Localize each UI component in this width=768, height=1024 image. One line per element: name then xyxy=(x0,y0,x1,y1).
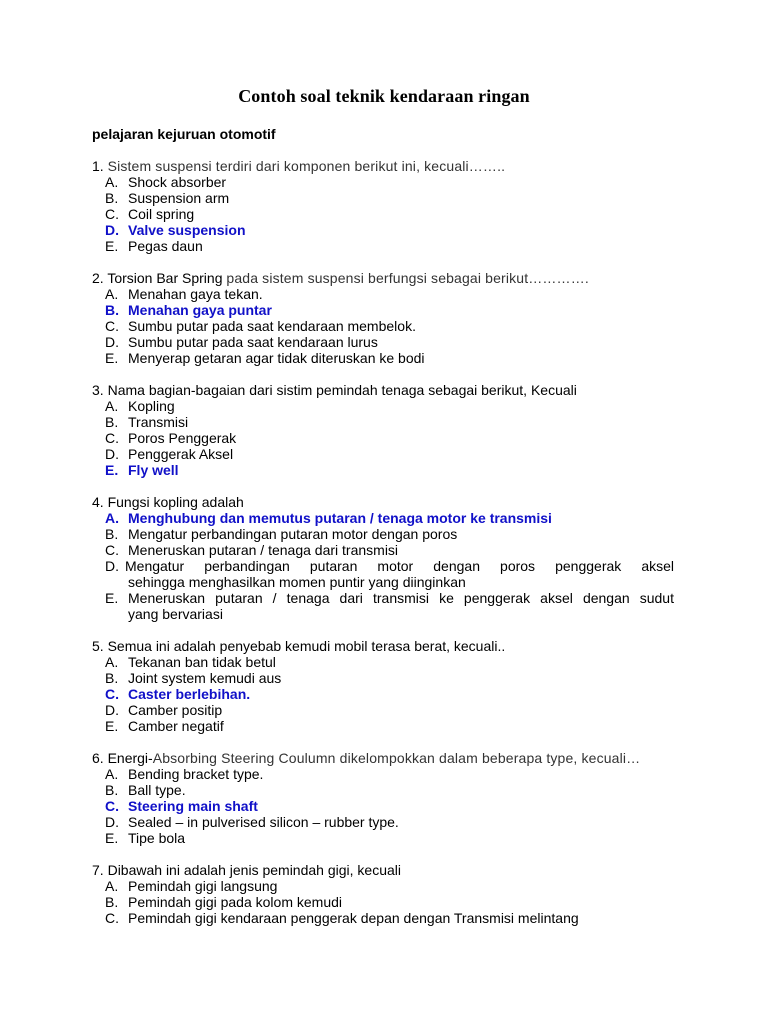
option-text: Bending bracket type. xyxy=(128,766,264,782)
option-letter: C. xyxy=(105,206,119,222)
question-prompt: Fungsi kopling adalah xyxy=(107,494,244,510)
option-letter: E. xyxy=(105,238,119,254)
option xyxy=(92,238,674,254)
question-2 xyxy=(92,270,674,366)
question-number: 2. xyxy=(92,270,104,286)
option-letter: A. xyxy=(105,174,119,190)
option xyxy=(92,334,674,350)
option-letter: D. xyxy=(105,814,119,830)
option xyxy=(92,910,674,926)
question-text xyxy=(92,382,674,398)
question-number: 5. xyxy=(92,638,104,654)
option-text: Valve suspension xyxy=(128,222,246,238)
option xyxy=(92,430,674,446)
option-text: Tipe bola xyxy=(128,830,186,846)
option-letter: D. xyxy=(105,446,119,462)
option xyxy=(92,830,674,846)
option xyxy=(92,414,674,430)
option-letter: E. xyxy=(105,462,119,478)
question-text xyxy=(92,750,674,766)
option-text: Menahan gaya tekan. xyxy=(128,286,263,302)
question-3 xyxy=(92,382,674,478)
question-1 xyxy=(92,158,674,254)
option-letter: C. xyxy=(105,910,119,926)
option xyxy=(92,814,674,830)
option-letter: E. xyxy=(105,590,119,606)
question-prompt: Sistem suspensi terdiri dari komponen berikut ini, kecuali…….. xyxy=(107,158,506,174)
option xyxy=(92,782,674,798)
option-correct-answer xyxy=(92,798,674,814)
question-4 xyxy=(92,494,674,622)
option-text: Mengatur perbandingan putaran motor dengan poros xyxy=(128,526,458,542)
question-text xyxy=(92,862,674,878)
option xyxy=(92,670,674,686)
option-correct-answer xyxy=(92,222,674,238)
option-text: Sealed – in pulverised silicon – rubber type. xyxy=(128,814,399,830)
option-letter: E. xyxy=(105,830,119,846)
option-letter: C. xyxy=(105,542,119,558)
option-text: Suspension arm xyxy=(128,190,230,206)
option-letter: C. xyxy=(105,686,119,702)
option-text: Coil spring xyxy=(128,206,195,222)
question-number: 3. xyxy=(92,382,104,398)
option xyxy=(92,286,674,302)
option-letter: C. xyxy=(105,318,119,334)
question-text xyxy=(92,638,674,654)
question-text xyxy=(92,494,674,510)
option-letter: B. xyxy=(105,670,119,686)
option-correct-answer xyxy=(92,510,674,526)
option xyxy=(92,206,674,222)
option-text: Meneruskan putaran / tenaga dari transmisi ke penggerak aksel dengan sudut xyxy=(128,590,674,606)
option xyxy=(92,542,674,558)
option xyxy=(92,558,674,590)
question-7 xyxy=(92,862,674,926)
option-text: Penggerak Aksel xyxy=(128,446,234,462)
option-text-continued: yang bervariasi xyxy=(128,606,223,622)
option-letter: E. xyxy=(105,718,119,734)
option xyxy=(92,398,674,414)
option-text: Pemindah gigi pada kolom kemudi xyxy=(128,894,343,910)
option-letter: B. xyxy=(105,414,119,430)
option-text: Pegas daun xyxy=(128,238,203,254)
option-text: Mengatur perbandingan putaran motor dengan poros penggerak aksel xyxy=(125,558,674,574)
option-letter: B. xyxy=(105,526,119,542)
option-text-continued: sehingga menghasilkan momen puntir yang diinginkan xyxy=(128,574,466,590)
option-letter: D. xyxy=(105,222,119,238)
question-list xyxy=(92,158,674,942)
option-letter: D. xyxy=(105,334,119,350)
option-letter: B. xyxy=(105,190,119,206)
option-text: Meneruskan putaran / tenaga dari transmisi xyxy=(128,542,399,558)
option-letter: A. xyxy=(105,878,119,894)
question-number: 6. xyxy=(92,750,104,766)
option xyxy=(92,702,674,718)
option-text: Camber negatif xyxy=(128,718,224,734)
question-number: 7. xyxy=(92,862,104,878)
option xyxy=(92,190,674,206)
question-lead: Energi- xyxy=(107,750,153,766)
question-number: 1. xyxy=(92,158,104,174)
option xyxy=(92,590,674,622)
option-correct-answer xyxy=(92,686,674,702)
question-5 xyxy=(92,638,674,734)
option xyxy=(92,526,674,542)
option-letter: A. xyxy=(105,766,119,782)
question-text xyxy=(92,158,674,174)
option-letter: D. xyxy=(105,702,119,718)
option-text: Menghubung dan memutus putaran / tenaga motor ke transmisi xyxy=(128,510,552,526)
option-text: Sumbu putar pada saat kendaraan lurus xyxy=(128,334,378,350)
option-letter: E. xyxy=(105,350,119,366)
option-text: Shock absorber xyxy=(128,174,227,190)
option xyxy=(92,718,674,734)
question-prompt: Nama bagian-bagaian dari sistim pemindah tenaga sebagai berikut, Kecuali xyxy=(107,382,577,398)
question-lead: Torsion Bar Spring xyxy=(107,270,223,286)
question-prompt: Dibawah ini adalah jenis pemindah gigi, kecuali xyxy=(107,862,401,878)
option-correct-answer xyxy=(92,462,674,478)
option-text: Pemindah gigi kendaraan penggerak depan dengan Transmisi melintang xyxy=(128,910,579,926)
option-letter: A. xyxy=(105,286,119,302)
option-text: Joint system kemudi aus xyxy=(128,670,282,686)
question-prompt: pada sistem suspensi berfungsi sebagai berikut…………. xyxy=(226,270,589,286)
option-text: Menahan gaya puntar xyxy=(128,302,272,318)
option xyxy=(92,766,674,782)
option-letter: B. xyxy=(105,894,119,910)
option-letter: A. xyxy=(105,654,119,670)
option-text: Kopling xyxy=(128,398,175,414)
option xyxy=(92,318,674,334)
option-text: Ball type. xyxy=(128,782,186,798)
option-text: Poros Penggerak xyxy=(128,430,237,446)
option-letter: D. xyxy=(105,558,119,574)
page-title: Contoh soal teknik kendaraan ringan xyxy=(238,86,530,106)
option-letter: B. xyxy=(105,782,119,798)
option-text: Fly well xyxy=(128,462,179,478)
option xyxy=(92,654,674,670)
option-correct-answer xyxy=(92,302,674,318)
page-subtitle: pelajaran kejuruan otomotif xyxy=(92,126,276,142)
option-text: Caster berlebihan. xyxy=(128,686,251,702)
question-text xyxy=(92,270,674,286)
option xyxy=(92,174,674,190)
option-text: Pemindah gigi langsung xyxy=(128,878,278,894)
option-text: Tekanan ban tidak betul xyxy=(128,654,276,670)
option-text: Sumbu putar pada saat kendaraan membelok. xyxy=(128,318,416,334)
option-text: Camber positip xyxy=(128,702,223,718)
option xyxy=(92,878,674,894)
option-letter: A. xyxy=(105,398,119,414)
option xyxy=(92,894,674,910)
option-text: Steering main shaft xyxy=(128,798,258,814)
option xyxy=(92,446,674,462)
option-letter: A. xyxy=(105,510,119,526)
option xyxy=(92,350,674,366)
question-6 xyxy=(92,750,674,846)
option-text: Menyerap getaran agar tidak diteruskan ke bodi xyxy=(128,350,425,366)
option-letter: C. xyxy=(105,430,119,446)
question-prompt: Semua ini adalah penyebab kemudi mobil terasa berat, kecuali.. xyxy=(107,638,506,654)
option-letter: B. xyxy=(105,302,119,318)
option-text: Transmisi xyxy=(128,414,189,430)
option-letter: C. xyxy=(105,798,119,814)
question-prompt: Absorbing Steering Coulumn dikelompokkan dalam beberapa type, kecuali… xyxy=(152,750,641,766)
question-number: 4. xyxy=(92,494,104,510)
